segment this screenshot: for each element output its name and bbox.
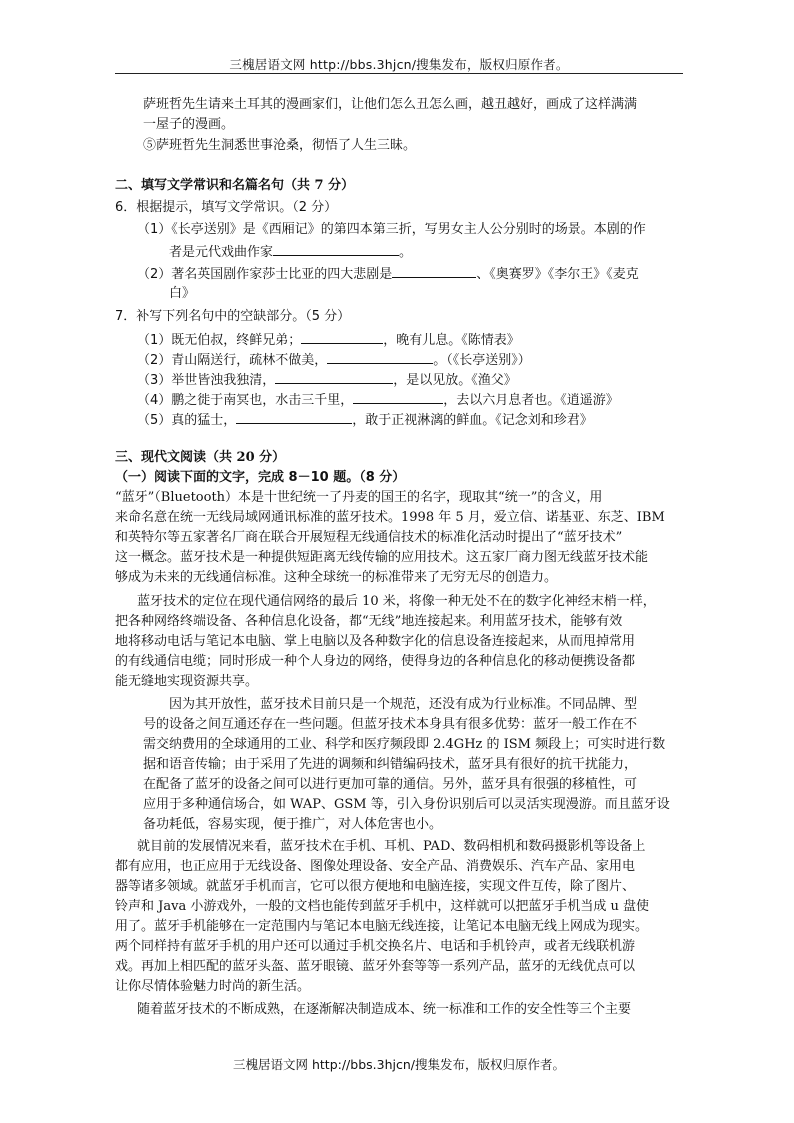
article-line: 戏。再加上相匹配的蓝牙头盔、蓝牙眼镜、蓝牙外套等等一系列产品，蓝牙的无线优点可以 <box>115 959 636 974</box>
q7-stem: 7．补写下列名句中的空缺部分。（5 分） <box>115 309 351 324</box>
section-3-subtitle: （一）阅读下面的文字，完成 8－10 题。（8 分） <box>115 470 406 485</box>
answer-blank[interactable] <box>301 329 383 344</box>
page-footer: 三槐居语文网 http://bbs.3hjcn/搜集发布，版权归原作者。 <box>233 1057 565 1072</box>
section-3-title: 三、现代文阅读（共 20 分） <box>115 450 286 465</box>
article-line: 地将移动电话与笔记本电脑、掌上电脑以及各种数字化的信息设备连接起来，从而甩掉常用 <box>115 634 636 649</box>
article-line: 号的设备之间互通还存在一些问题。但蓝牙技术本身具有很多优势：蓝牙一般工作在不 <box>143 717 638 732</box>
article-line: 需交纳费用的全球通用的工业、科学和医疗频段即 2.4GHz 的 ISM 频段上；可实时进行数 <box>143 737 666 752</box>
intro-line-3: ⑤萨班哲先生洞悉世事沧桑，彻悟了人生三昧。 <box>143 138 417 153</box>
article-line: 器等诸多领域。就蓝牙手机而言，它可以很方便地和电脑连接，实现文件互传，除了图片、 <box>115 879 636 894</box>
article-line: 让你尽情体验魅力时尚的新生活。 <box>115 979 311 994</box>
article-line: 来命名意在统一无线局域网通讯标准的蓝牙技术。1998 年 5 月，爱立信、诺基亚、东芝、IBM <box>115 510 665 525</box>
article-line: 随着蓝牙技术的不断成熟，在逐渐解决制造成本、统一标准和工作的安全性等三个主要 <box>137 1002 632 1017</box>
q6-item-2-cont: 白》 <box>169 286 196 301</box>
article-line: 这一概念。蓝牙技术是一种提供短距离无线传输的应用技术。这五家厂商力图无线蓝牙技术能 <box>115 550 649 565</box>
article-line: 据和语音传输；由于采用了先进的调频和纠错编码技术，蓝牙具有很好的抗干扰能力， <box>143 757 638 772</box>
article-line: 因为其开放性，蓝牙技术目前只是一个规范，还没有成为行业标准。不同品牌、型 <box>169 697 638 712</box>
article-line: 就目前的发展情况来看，蓝牙技术在手机、耳机、PAD、数码相机和数码摄影机等设备上 <box>137 839 646 854</box>
q6-item-2 <box>137 263 639 285</box>
q7-item-1-b: ，晚有儿息。《陈情表》 <box>383 333 520 348</box>
article-line: 和英特尔等五家著名厂商在联合开展短程无线通信技术的标准化活动时提出了“蓝牙技术” <box>115 530 623 545</box>
q7-item-3 <box>137 369 517 391</box>
q7-item-5-b: ，敢于正视淋漓的鲜血。《记念刘和珍君》 <box>352 413 593 428</box>
article-line: 备功耗低，容易实现，便于推广，对人体危害也小。 <box>143 817 443 832</box>
article-line: 的有线通信电缆；同时形成一种个人身边的网络，使得身边的各种信息化的移动便携设备都 <box>115 654 636 669</box>
q7-item-4 <box>137 389 619 411</box>
answer-blank[interactable] <box>327 349 433 364</box>
article-line: 够成为未来的无线通信标准。这种全球统一的标准带来了无穷无尽的创造力。 <box>115 570 558 585</box>
intro-line-2: 一屋子的漫画。 <box>143 117 235 132</box>
q6-item-1-text: 者是元代戏曲作家 <box>169 245 274 260</box>
q6-stem: 6．根据提示，填写文学常识。（2 分） <box>115 200 338 215</box>
q7-item-5 <box>137 409 593 431</box>
q7-item-3-a: （3）举世皆浊我独清， <box>137 373 276 388</box>
answer-blank[interactable] <box>392 263 476 278</box>
article-line: 在配备了蓝牙的设备之间可以进行更加可靠的通信。另外，蓝牙具有很强的移植性，可 <box>143 777 638 792</box>
article-line: 两个同样持有蓝牙手机的用户还可以通过手机交换名片、电话和手机铃声，或者无线联机游 <box>115 939 636 954</box>
article-line: 铃声和 Java 小游戏外，一般的文档也能传到蓝牙手机中，这样就可以把蓝牙手机当成 u 盘使 <box>115 899 649 914</box>
answer-blank[interactable] <box>236 409 352 424</box>
q7-item-2 <box>137 349 531 371</box>
answer-blank[interactable] <box>273 241 399 256</box>
q7-item-4-a: （4）鹏之徙于南冥也，水击三千里， <box>137 393 354 408</box>
q6-item-2-text: （2）著名英国剧作家莎士比亚的四大悲剧是 <box>137 267 393 282</box>
header-divider <box>115 73 683 74</box>
section-2-title: 二、填写文学常识和名篇名句（共 7 分） <box>115 178 355 193</box>
q6-item-1-end: 。 <box>399 245 413 260</box>
article-line: 蓝牙技术的定位在现代通信网络的最后 10 米，将像一种无处不在的数字化神经末梢一样， <box>137 594 656 609</box>
answer-blank[interactable] <box>275 369 393 384</box>
q7-item-3-b: ，是以见放。《渔父》 <box>393 373 517 388</box>
intro-line-1: 萨班哲先生请来土耳其的漫画家们，让他们怎么丑怎么画，越丑越好，画成了这样满满 <box>143 97 638 112</box>
q7-item-4-b: ，去以六月息者也。《逍遥游》 <box>443 393 619 408</box>
page-header: 三槐居语文网 http://bbs.3hjcn/搜集发布，版权归原作者。 <box>229 57 569 72</box>
q7-item-2-b: 。（《长亭送别》） <box>433 353 531 368</box>
q6-item-1-cont <box>169 241 412 263</box>
answer-blank[interactable] <box>353 389 443 404</box>
q7-item-5-a: （5）真的猛士， <box>137 413 237 428</box>
q7-item-1-a: （1）既无伯叔，终鲜兄弟； <box>137 333 302 348</box>
article-line: “蓝牙”（Bluetooth）本是十世纪统一了丹麦的国王的名字，现取其“统一”的含义，用 <box>115 490 603 505</box>
article-line: 用了。蓝牙手机能够在一定范围内与笔记本电脑无线连接，让笔记本电脑无线上网成为现实。 <box>115 919 649 934</box>
article-line: 能无缝地实现资源共享。 <box>115 674 259 689</box>
article-line: 应用于多种通信场合，如 WAP、GSM 等，引入身份识别后可以灵活实现漫游。而且蓝牙设 <box>143 797 670 812</box>
q7-item-2-a: （2）青山隔送行，疏林不做美， <box>137 353 328 368</box>
q7-item-1 <box>137 329 520 351</box>
q6-item-1: （1）《长亭送别》是《西厢记》的第四本第三折，写男女主人公分别时的场景。本剧的作 <box>137 222 646 237</box>
article-line: 都有应用，也正应用于无线设备、图像处理设备、安全产品、消费娱乐、汽车产品、家用电 <box>115 859 636 874</box>
article-line: 把各种网络终端设备、各种信息化设备，都“无线”地连接起来。利用蓝牙技术，能够有效 <box>115 614 623 629</box>
q6-item-2-text-b: 、《奥赛罗》《李尔王》《麦克 <box>476 267 639 282</box>
